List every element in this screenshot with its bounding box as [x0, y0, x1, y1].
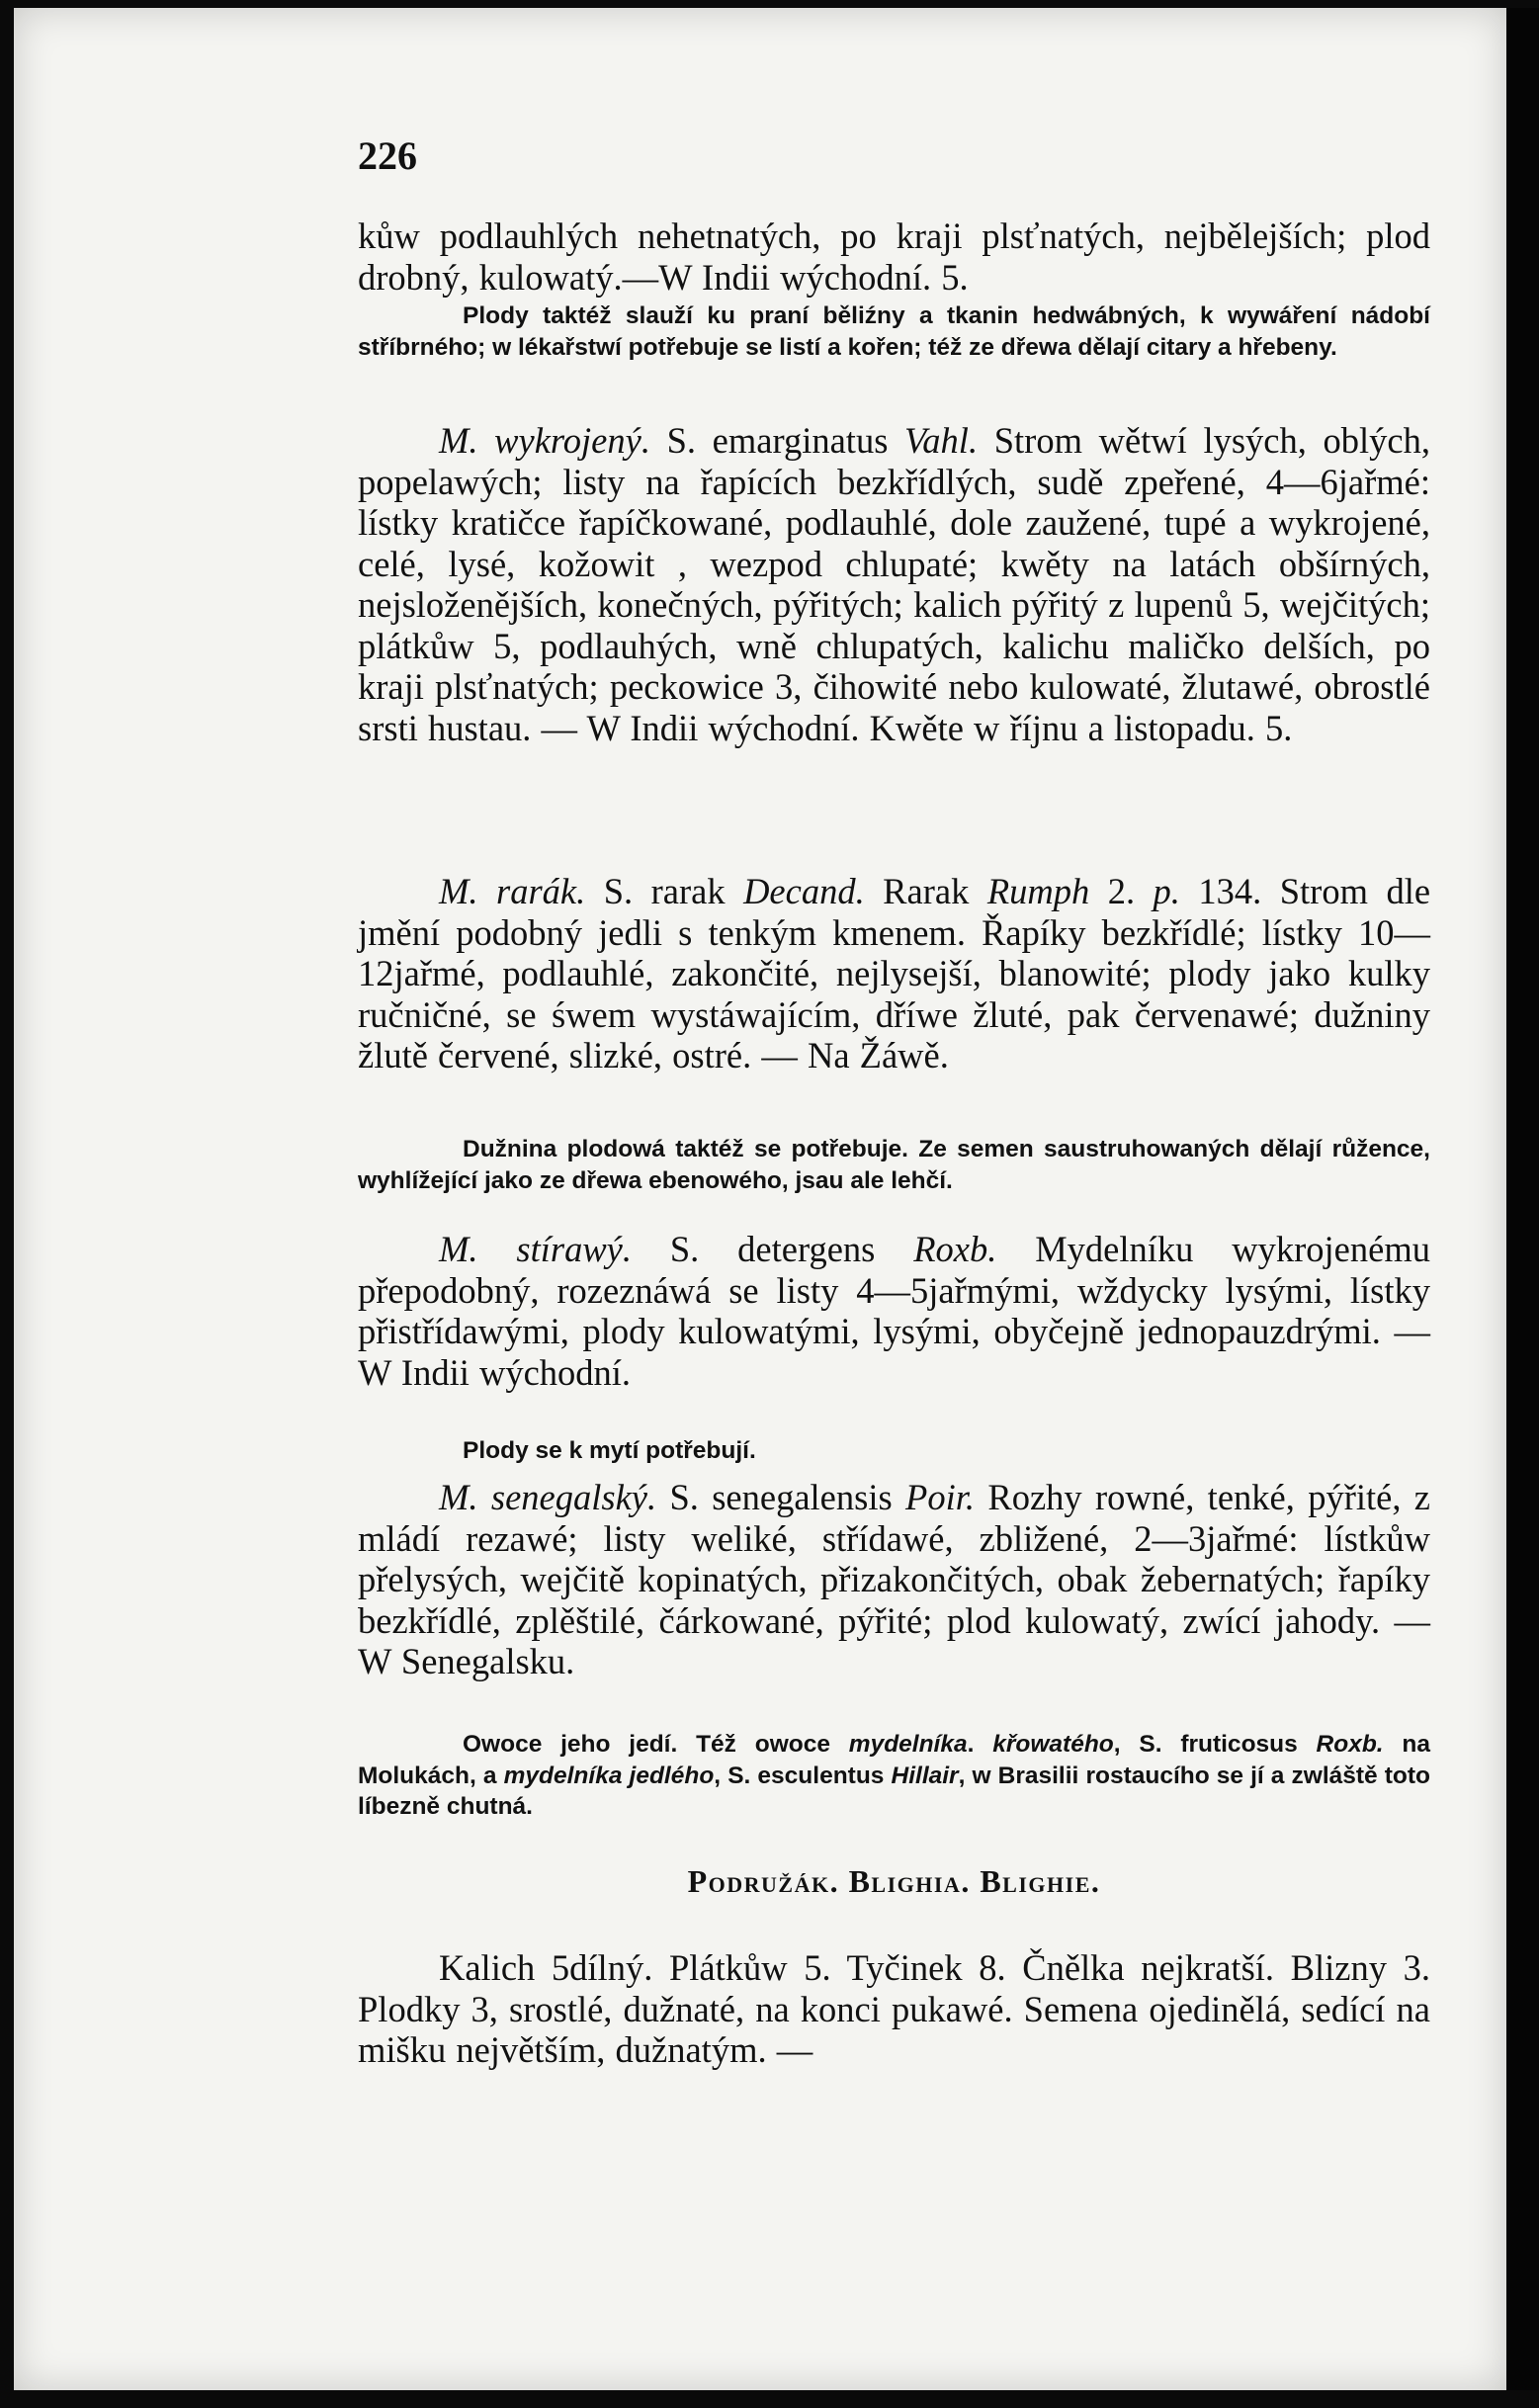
text-run: S. senegalensis: [656, 1477, 906, 1517]
italic-run: Hillair: [891, 1762, 959, 1789]
text-run: S. rarak: [585, 871, 744, 911]
italic-run: mydelníka: [848, 1731, 968, 1758]
note-duznina: [358, 1134, 1430, 1196]
entry-m-rarak: [358, 871, 1430, 1076]
italic-run: M. wykrojený.: [439, 420, 650, 461]
text-run: Kalich 5dílný. Plátkůw 5. Tyčinek 8. Čnělka nejkratší. Blizny 3. Plodky 3, srostlé, dužnaté, na konci pukawé. Semena ojedinělá, sedící na mišku největším, dužnatým. —: [358, 1947, 1430, 2070]
italic-run: Roxb.: [913, 1229, 997, 1269]
text-run: Strom wětwí lysých, oblých, popelawých; listy na řapících bezkřídlých, sudě zpeřené, 4—6jařmé: lístky kratičce řapíčkowané, podlauhlé, dole zaužené, tupé a wykrojené, celé, lysé, kožowit , wezpod chlupaté; kwěty na latách obšírných, nejsloženějších, konečných, pýřitých; kalich pýřitý z lupenů 5, wejčitých; plátkůw 5, podlauhých, wně chlupatých, kalichu maličko delších, po kraji plsťnatých; peckowice 3, čihowité nebo kulowaté, žlutawé, obrostlé srsti hustau. — W Indii wýchodní. Kwěte w říjnu a listopadu. 5.: [358, 420, 1430, 748]
text-run: S. detergens: [632, 1229, 914, 1269]
text-run: , w Brasilii rostaucího se jí a zwláště toto líbezně chutná.: [358, 1762, 1431, 1820]
italic-run: Poir.: [905, 1477, 976, 1517]
entry-m-wykrojeny: [358, 420, 1430, 748]
note-owoce: [358, 1729, 1430, 1823]
scan-edge: [1506, 8, 1539, 2390]
text-run: Plody se k mytí potřebují.: [463, 1437, 756, 1464]
text-run: S. emarginatus: [649, 420, 905, 461]
text-run: 134. Strom dle jmění podobný jedli s tenkým kmenem. Řapíky bezkřídlé; lístky 10—12jařmé, podlauhlé, zakončité, nejlysejší, blanowité; plody jako kulky ručničné, se śwem wystáwajícím, dříwe žluté, pak červenawé; dužniny žlutě červené, slizké, ostré. — Na Žáwě.: [358, 871, 1431, 1075]
italic-run: M. stírawý.: [439, 1229, 633, 1269]
italic-run: mydelníka jedlého: [503, 1762, 715, 1789]
italic-run: M. rarák.: [439, 871, 586, 911]
italic-run: p.: [1153, 871, 1180, 911]
italic-run: Decand.: [743, 871, 865, 911]
note-plody-uses: [358, 301, 1430, 363]
entry-m-stirawy: [358, 1229, 1430, 1393]
text-run: na Molukách, a: [358, 1731, 1430, 1789]
section-description: [358, 1947, 1430, 2071]
note-mytí: [358, 1435, 1430, 1467]
italic-run: Roxb.: [1316, 1731, 1384, 1758]
text-run: Podružák. Blighia. Blighie.: [687, 1863, 1101, 1899]
italic-run: křowatého: [992, 1731, 1114, 1758]
text-run: 2.: [1089, 871, 1154, 911]
italic-run: M. senegalský.: [439, 1477, 657, 1517]
text-run: Dužnina plodowá taktéž se potřebuje. Ze semen saustruhowaných dělají růžence, wyhlížející jako ze dřewa ebenowého, jsau ale lehčí.: [358, 1136, 1430, 1194]
text-run: Owoce jeho jedí. Též owoce: [463, 1731, 849, 1758]
text-run: , S. esculentus: [714, 1762, 892, 1789]
text-run: kůw podlauhlých nehetnatých, po kraji plsťnatých, nejbělejších; plod drobný, kulowatý.—W Indii wýchodní. 5.: [358, 215, 1430, 298]
italic-run: Rumph: [986, 871, 1090, 911]
text-run: Plody taktéž slauží ku praní běliźny a tkanin hedwábných, k wywáření nádobí stříbrného; w lékařstwí potřebuje se listí a kořen; též ze dřewa dělají citary a hřebeny.: [358, 302, 1430, 361]
text-run: .: [967, 1731, 993, 1758]
section-heading: [358, 1863, 1430, 1900]
text-run: Mydelníku wykrojenému přepodobný, rozeznáwá se listy 4—5jařmými, wždycky lysými, lístky přistřídawými, plody kulowatými, lysými, obyčejně jednopauzdrými. — W Indii wýchodní.: [358, 1229, 1430, 1393]
text-run: , S. fruticosus: [1113, 1731, 1317, 1758]
text-run: Rozhy rowné, tenké, pýřité, z mládí rezawé; listy weliké, střídawé, zbližené, 2—3jařmé: lístkůw přelysých, wejčitě kopinatých, přizakončitých, obak žebernatých; řapíky bezkřídlé, zplěštilé, čárkowané, pýřité; plod kulowatý, zwící jahody. — W Senegalsku.: [358, 1477, 1431, 1681]
entry-m-senegalsky: [358, 1477, 1430, 1682]
italic-run: Vahl.: [904, 420, 979, 461]
page-number: 226: [358, 133, 417, 178]
paragraph-continuation: [358, 215, 1430, 298]
text-run: Rarak: [864, 871, 987, 911]
